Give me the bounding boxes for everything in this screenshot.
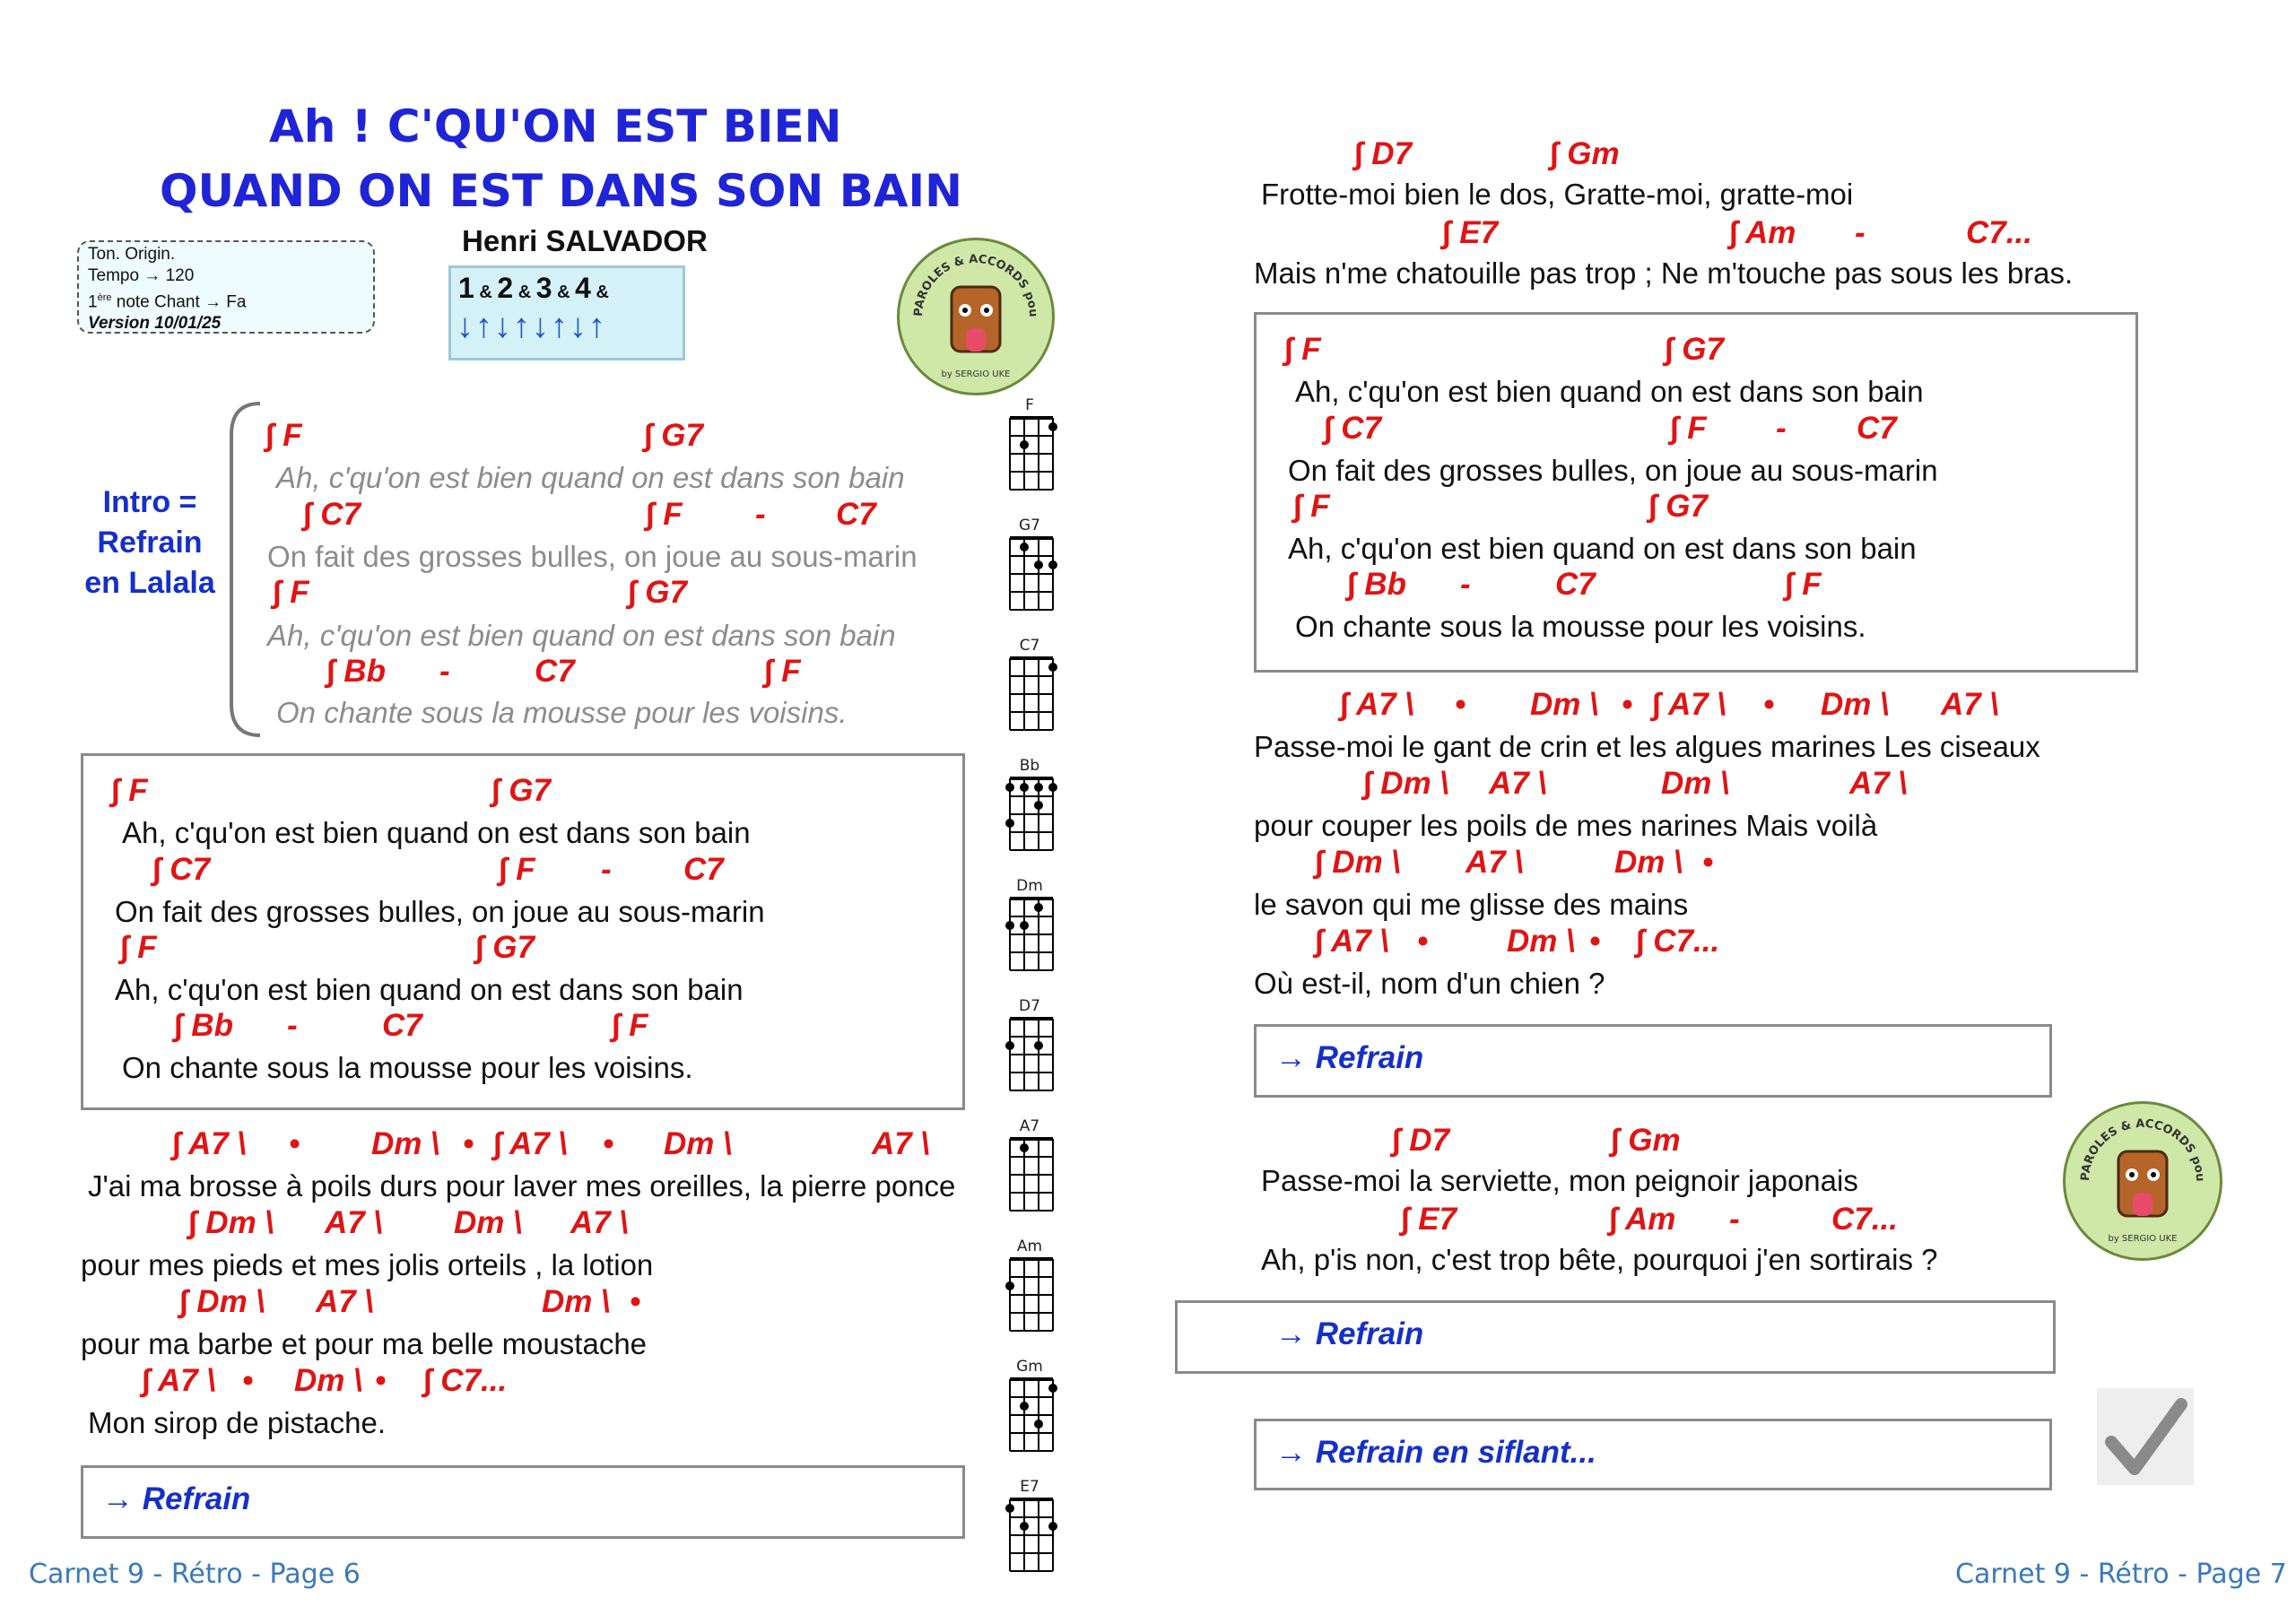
chord: ∫ G7 [1665, 332, 1725, 367]
chord: ∫ C7... [423, 1363, 508, 1398]
chord: ∫ G7 [1648, 489, 1709, 524]
chord: Dm \ [371, 1126, 439, 1161]
finger-dot [1005, 819, 1014, 828]
chord-diagram-g7 [1004, 517, 1058, 621]
refrain-link-right-1[interactable]: → Refrain [1275, 1040, 1424, 1075]
finger-dot [1020, 1522, 1029, 1531]
chord: • [1589, 924, 1601, 959]
finger-dot [1005, 1281, 1014, 1290]
chord: - [601, 852, 612, 887]
chord-diagram-label: D7 [1019, 997, 1040, 1015]
chord-diagram-am [1004, 1238, 1058, 1342]
chord: • [242, 1363, 254, 1398]
chord: • [463, 1126, 474, 1161]
chord: Dm \ [294, 1363, 362, 1398]
chord: Dm \ [664, 1126, 732, 1161]
chord: ∫ Gm [1611, 1123, 1681, 1158]
chord: - [1776, 411, 1787, 446]
svg-text:by SERGIO UKE: by SERGIO UKE [2108, 1234, 2178, 1244]
intro-lyric-2: On fait des grosses bulles, on joue au sous-marin [267, 540, 918, 573]
chord: ∫ G7 [628, 575, 688, 610]
chord: ∫ G7 [491, 773, 552, 808]
fretboard-grid [1004, 1135, 1058, 1218]
refrain-lyric-4: On chante sous la mousse pour les voisins. [122, 1051, 693, 1084]
finger-dot [1020, 1143, 1029, 1152]
chord: • [1622, 687, 1633, 722]
chord: C7 [1555, 567, 1596, 602]
chord: - [439, 654, 450, 689]
chord: • [289, 1126, 300, 1161]
finger-dot [1048, 663, 1057, 672]
chord-diagram-label: C7 [1019, 637, 1040, 655]
chord: ∫ F [612, 1008, 648, 1043]
chord-diagram-bb [1004, 757, 1058, 862]
chord: ∫ F [1293, 489, 1330, 524]
chord: ∫ Dm \ [1363, 766, 1449, 801]
chord: ∫ F [499, 852, 535, 887]
refrain-link-right-2[interactable]: → Refrain [1275, 1316, 1424, 1351]
finger-dot [1048, 1384, 1057, 1393]
svg-text:PAROLES & ACCORDS pour UKULELE: PAROLES & ACCORDS pou [2078, 1116, 2207, 1183]
finger-dot [1048, 1522, 1057, 1531]
finger-dot [1034, 801, 1043, 810]
verse2-lyric-1: Frotte-moi bien le dos, Gratte-moi, gratte-moi [1261, 178, 1854, 211]
chord: ∫ Dm \ [188, 1205, 274, 1240]
chord: C7 [1857, 411, 1897, 446]
chord: ∫ G7 [475, 930, 535, 965]
chord: ∫ Dm \ [1315, 845, 1401, 880]
strum-counts: 1 & 2 & 3 & 4 & [458, 272, 609, 304]
info-version: Version 10/01/25 [88, 314, 222, 334]
finger-dot [1005, 1041, 1014, 1050]
refrain-r-lyric-4: On chante sous la mousse pour les voisins. [1295, 610, 1866, 643]
verse1-lyric-4: Mon sirop de pistache. [88, 1406, 387, 1439]
chord: A7 \ [1489, 766, 1547, 801]
refrain-lyric-2: On fait des grosses bulles, on joue au sous-marin [115, 895, 765, 928]
chord: ∫ F [265, 418, 302, 453]
chord: ∫ E7 [1442, 215, 1499, 250]
info-tempo: Tempo → 120 [88, 266, 195, 285]
refrain-r-lyric-3: Ah, c'qu'on est bien quand on est dans son bain [1288, 532, 1917, 565]
chord: ∫ A7 \ [172, 1126, 247, 1161]
verse1-lyric-1: J'ai ma brosse à poils durs pour laver mes oreilles, la pierre ponce [88, 1169, 956, 1203]
chord: ∫ Am [1609, 1202, 1676, 1237]
finger-dot [1020, 543, 1029, 551]
chord: ∫ Dm \ [179, 1284, 265, 1319]
fretboard-grid [1004, 534, 1058, 617]
verse3-lyric-4: Où est-il, nom d'un chien ? [1254, 967, 1605, 1000]
chord: ∫ F [1284, 332, 1321, 367]
chord: Dm \ [1507, 924, 1575, 959]
chord: ∫ C7... [1636, 924, 1720, 959]
chord: ∫ A7 \ [1652, 687, 1726, 722]
footer-right: Carnet 9 - Rétro - Page 7 [1955, 1559, 2287, 1590]
chord: • [1417, 924, 1429, 959]
chord: C7 [535, 654, 575, 689]
finger-dot [1034, 783, 1043, 792]
info-tonality: Ton. Origin. [88, 245, 176, 264]
chord: - [755, 497, 766, 532]
intro-label: Intro = Refrain en Lalala [84, 485, 215, 600]
finger-dot [1034, 1420, 1043, 1429]
info-first-note: 1ère note Chant → Fa [88, 292, 247, 312]
chord: ∫ F [111, 773, 148, 808]
chord: ∫ A7 \ [493, 1126, 568, 1161]
fretboard-grid [1004, 1255, 1058, 1338]
chord: ∫ A7 \ [1340, 687, 1414, 722]
chord-diagram-dm [1004, 877, 1058, 982]
svg-text:by SERGIO UKE: by SERGIO UKE [941, 369, 1011, 379]
verse4-lyric-2: Ah, p'is non, c'est trop bête, pourquoi j'en sortirais ? [1261, 1243, 1938, 1276]
chord: ∫ Am [1729, 215, 1796, 250]
verse1-lyric-2: pour mes pieds et mes jolis orteils , la lotion [81, 1248, 654, 1281]
fretboard-grid [1004, 1376, 1058, 1458]
finger-dot [1020, 1402, 1029, 1411]
chord: C7 [683, 852, 724, 887]
ukulele-logo-left [897, 238, 1055, 395]
chord: C7 [836, 497, 876, 532]
verse3-lyric-2: pour couper les poils de mes narines Mais voilà [1254, 809, 1878, 842]
chord-diagram-label: F [1025, 396, 1034, 414]
finger-dot [1020, 783, 1029, 792]
strum-arrows: ↓↑↓↑↓↑↓↑ [457, 308, 607, 345]
chord-diagram-d7 [1004, 997, 1058, 1102]
chord: A7 \ [325, 1205, 383, 1240]
chord: ∫ F [1670, 411, 1707, 446]
chord: ∫ F [764, 654, 801, 689]
chord: ∫ F [120, 930, 157, 965]
chord: Dm \ [1614, 845, 1683, 880]
chord: Dm \ [1530, 687, 1598, 722]
chord: A7 \ [316, 1284, 374, 1319]
intro-lyric-1: Ah, c'qu'on est bien quand on est dans son bain [276, 461, 905, 494]
finger-dot [1048, 783, 1057, 792]
chord: A7 \ [570, 1205, 629, 1240]
refrain-r-lyric-2: On fait des grosses bulles, on joue au sous-marin [1288, 454, 1938, 487]
fretboard-grid [1004, 1496, 1058, 1578]
chord: C7 [382, 1008, 422, 1043]
svg-text:PAROLES & ACCORDS pour UKULELE: PAROLES & ACCORDS pou [911, 252, 1040, 318]
fretboard-grid [1004, 775, 1058, 857]
chord: - [1460, 567, 1471, 602]
refrain-lyric-1: Ah, c'qu'on est bien quand on est dans son bain [122, 816, 751, 849]
author: Henri SALVADOR [462, 224, 708, 257]
chord-diagram-label: Dm [1016, 877, 1043, 895]
chord: ∫ Bb [174, 1008, 233, 1043]
chord-diagram-label: A7 [1019, 1117, 1040, 1135]
chord: Dm \ [1821, 687, 1889, 722]
chord: ∫ Bb [1347, 567, 1406, 602]
chord: • [1455, 687, 1466, 722]
chord: - [1729, 1202, 1740, 1237]
chord: - [287, 1008, 298, 1043]
refrain-r-lyric-1: Ah, c'qu'on est bien quand on est dans son bain [1295, 375, 1924, 408]
chord: ∫ F [273, 575, 309, 610]
refrain-whistle-link[interactable]: → Refrain en siflant... [1275, 1435, 1596, 1470]
refrain-lyric-3: Ah, c'qu'on est bien quand on est dans son bain [115, 973, 744, 1006]
chord: C7... [1966, 215, 2032, 250]
checkmark-icon [2095, 1386, 2196, 1487]
chord-diagram-e7 [1004, 1478, 1058, 1583]
refrain-link-left[interactable]: → Refrain [102, 1481, 251, 1516]
finger-dot [1005, 921, 1014, 930]
chord: ∫ F [646, 497, 683, 532]
song-title-line2: QUAND ON EST DANS SON BAIN [160, 165, 962, 217]
finger-dot [1034, 560, 1043, 569]
ukulele-logo-right [2063, 1101, 2222, 1261]
verse1-lyric-3: pour ma barbe et pour ma belle moustache [81, 1327, 648, 1360]
verse4-lyric-1: Passe-moi la serviette, mon peignoir japonais [1261, 1164, 1858, 1197]
footer-left: Carnet 9 - Rétro - Page 6 [29, 1559, 361, 1590]
info-box [77, 240, 375, 334]
chord: ∫ A7 \ [1315, 924, 1389, 959]
finger-dot [1048, 560, 1057, 569]
chord-diagram-label: Gm [1016, 1358, 1043, 1376]
chord: Dm \ [1661, 766, 1729, 801]
fretboard-grid [1004, 895, 1058, 977]
chord-diagram-label: G7 [1019, 517, 1040, 534]
chord-diagram-c7 [1004, 637, 1058, 742]
chord: ∫ D7 [1354, 136, 1413, 171]
finger-dot [1005, 783, 1014, 792]
chord: ∫ A7 \ [142, 1363, 216, 1398]
fretboard-grid [1004, 414, 1058, 497]
chord: A7 \ [1465, 845, 1524, 880]
chord: ∫ Bb [326, 654, 386, 689]
finger-dot [1005, 1504, 1014, 1513]
finger-dot [1020, 440, 1029, 449]
finger-dot [1020, 921, 1029, 930]
strum-pattern [448, 265, 685, 360]
chord: • [603, 1126, 614, 1161]
verse3-lyric-3: le savon qui me glisse des mains [1254, 888, 1689, 921]
chord: • [1763, 687, 1775, 722]
verse2-lyric-2: Mais n'me chatouille pas trop ; Ne m'touche pas sous les bras. [1254, 256, 2074, 290]
chord-diagram-label: Am [1016, 1238, 1043, 1255]
chord: ∫ C7 [303, 497, 361, 532]
chord: ∫ F [1785, 567, 1822, 602]
finger-dot [1048, 422, 1057, 431]
finger-dot [1034, 1041, 1043, 1050]
finger-dot [1034, 903, 1043, 912]
chord: ∫ C7 [1324, 411, 1382, 446]
chord: ∫ Gm [1550, 136, 1620, 171]
chord: ∫ D7 [1392, 1123, 1450, 1158]
chord: • [1702, 845, 1714, 880]
chord: - [1855, 215, 1866, 250]
intro-lyric-4: On chante sous la mousse pour les voisins. [276, 696, 848, 729]
chord: • [375, 1363, 387, 1398]
chord-diagram-label: E7 [1020, 1478, 1039, 1496]
chord-diagram-gm [1004, 1358, 1058, 1463]
chord: ∫ G7 [644, 418, 704, 453]
chord: A7 \ [872, 1126, 930, 1161]
chord: • [630, 1284, 641, 1319]
chord-diagram-f [1004, 396, 1058, 501]
verse3-lyric-1: Passe-moi le gant de crin et les algues marines Les ciseaux [1254, 730, 2040, 763]
chord: Dm \ [454, 1205, 522, 1240]
chord: A7 \ [1941, 687, 1999, 722]
chord: ∫ C7 [152, 852, 211, 887]
fretboard-grid [1004, 1015, 1058, 1098]
chord-diagram-a7 [1004, 1117, 1058, 1222]
intro-brace [224, 399, 269, 740]
chord: A7 \ [1849, 766, 1908, 801]
chord: Dm \ [542, 1284, 610, 1319]
intro-lyric-3: Ah, c'qu'on est bien quand on est dans son bain [267, 619, 896, 652]
fretboard-grid [1004, 655, 1058, 737]
song-title-line1: Ah ! C'QU'ON EST BIEN [269, 100, 842, 152]
chord-diagram-label: Bb [1019, 757, 1040, 775]
chord: C7... [1831, 1202, 1898, 1237]
chord: ∫ E7 [1401, 1202, 1457, 1237]
